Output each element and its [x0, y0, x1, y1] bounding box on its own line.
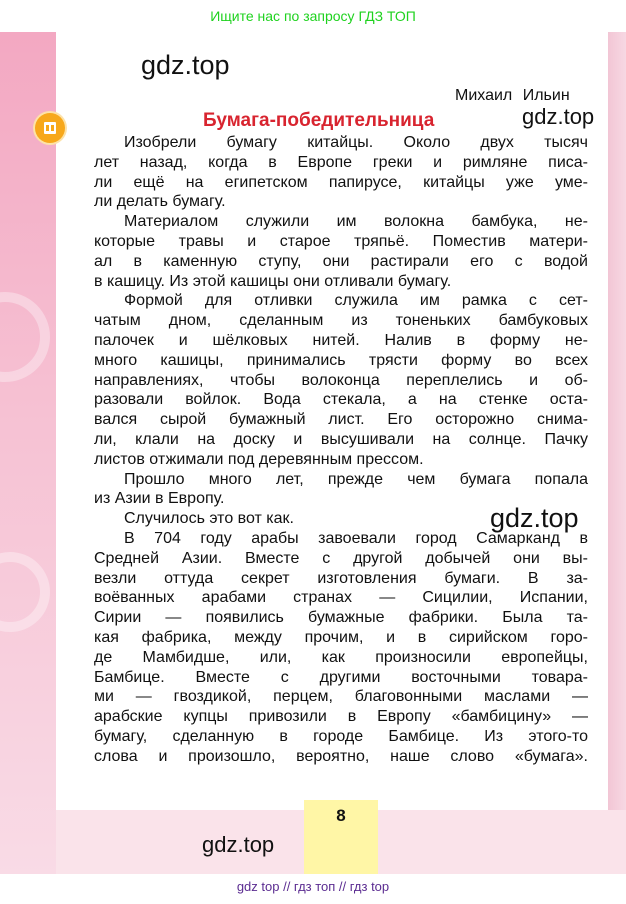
story-text [94, 133, 588, 767]
text-line: ли ещё на египетском папирусе, китайцы уже уме- [94, 173, 588, 191]
author-name: Михаил Ильин [455, 87, 570, 104]
text-line: слова и произошло, вероятно, наше слово «бумага». [94, 747, 588, 765]
text-line: лет назад, когда в Европе греки и римляне писа- [94, 153, 588, 171]
text-line: В 704 году арабы завоевали город Самарканд в [124, 529, 588, 547]
text-line: Сирии — появились бумажные фабрики. Была та- [94, 609, 588, 627]
text-line: которые травы и старое тряпьё. Поместив матери- [94, 232, 588, 250]
left-decorative-strip [0, 32, 56, 874]
page-number: 8 [336, 806, 346, 825]
text-line: вался сырой бумажный лист. Его осторожно снима- [94, 411, 588, 429]
top-banner: Ищите нас по запросу ГДЗ ТОП [210, 8, 416, 24]
page-edge [608, 32, 626, 810]
watermark: gdz.top [522, 104, 595, 129]
text-line: Прошло много лет, прежде чем бумага попала [124, 470, 588, 488]
ornament-swirl [0, 292, 50, 382]
text-line: Средней Азии. Вместе с другой добычей они вы- [94, 549, 588, 567]
text-line: кая фабрика, между прочим, и в сирийском горо- [94, 628, 588, 646]
watermark: gdz.top [141, 50, 230, 80]
text-line: разовали войлок. Вода стекала, а на стенке оста- [94, 391, 588, 409]
text-line: де Мамбидше, или, как произносили европейцы, [94, 648, 588, 666]
text-line: Формой для отливки служила им рамка с сет- [124, 292, 588, 310]
text-line: чатым дном, сделанным из тоненьких бамбуковых [94, 312, 588, 330]
book-icon [35, 113, 65, 143]
text-line: Случилось это вот как. [124, 510, 294, 528]
text-line: ли, клали на доску и высушивали на солнце. Пачку [94, 430, 588, 448]
text-line: везли оттуда секрет изготовления бумаги. В за- [94, 569, 588, 587]
text-line: воёванных арабами странах — Сицилии, Испании, [94, 589, 588, 607]
text-line: листов отжимали под деревянным прессом. [94, 450, 424, 468]
footer-links: gdz top // гдз топ // гдз top [0, 874, 626, 904]
watermark: gdz.top [202, 832, 275, 857]
watermark: gdz.top [490, 503, 579, 533]
story-title: Бумага-победительница [203, 110, 435, 131]
text-line: направлениях, чтобы волоконца переплелись и об- [94, 371, 588, 389]
text-line: Изобрели бумагу китайцы. Около двух тысяч [124, 134, 588, 151]
text-line: в кашицу. Из этой кашицы они отливали бумагу. [94, 272, 452, 290]
text-line: ми — гвоздикой, перцем, благовонными маслами — [94, 688, 588, 706]
text-line: арабские купцы привозили в Европу «бамбицину» — [94, 708, 588, 726]
text-line: Бамбице. Вместе с другими восточными товара- [94, 668, 588, 686]
text-line: палочек и шёлковых нитей. Налив в форму не- [94, 331, 588, 349]
text-line: ли делать бумагу. [94, 193, 226, 211]
text-line: много кашицы, принимались трясти форму во всех [94, 351, 588, 369]
ornament-swirl [0, 552, 50, 632]
text-line: ал в каменную ступу, они растирали его с водой [94, 252, 588, 270]
text-line: Материалом служили им волокна бамбука, не- [124, 213, 588, 231]
text-line: из Азии в Европу. [94, 490, 225, 508]
text-line: бумагу, сделанную в городе Бамбице. Из этого-то [94, 727, 588, 745]
